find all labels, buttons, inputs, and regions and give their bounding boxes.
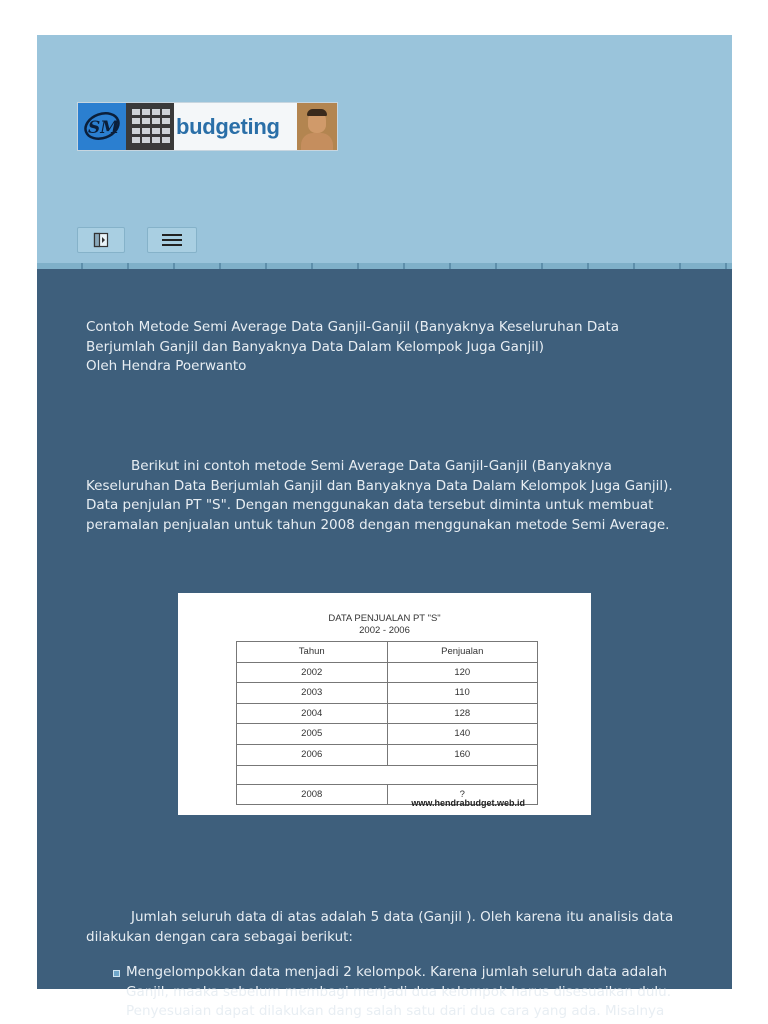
sales-table: [236, 641, 538, 805]
cell-sales: 140: [387, 724, 538, 745]
site-logo[interactable]: [77, 102, 338, 151]
table-subtitle: 2002 - 2006: [359, 625, 410, 636]
calculator-icon: [126, 103, 174, 150]
bullet-square-icon: [113, 970, 120, 977]
table-row: [237, 744, 538, 765]
table-row: [237, 724, 538, 745]
analysis-paragraph: Jumlah seluruh data di atas adalah 5 data (Ganjil ). Oleh karena itu analisis data dilakukan dengan cara sebagai berikut:: [86, 909, 674, 945]
table-row-empty: [237, 765, 538, 784]
table-title: DATA PENJUALAN PT "S": [328, 613, 441, 624]
cell-sales: ?: [387, 784, 538, 805]
article-body: [86, 318, 691, 1020]
table-header-row: [237, 642, 538, 663]
sm-logo-icon: [78, 103, 126, 150]
table-row: [237, 683, 538, 704]
column-header: Tahun: [237, 642, 388, 663]
main-menu-button[interactable]: [147, 227, 197, 253]
expand-panel-icon: [93, 232, 109, 248]
list-item-text: Mengelompokkan data menjadi 2 kelompok. Karena jumlah seluruh data adalah Ganjil, maaka sebelum membagi menjadi dua kelompok harus disesuaikan dulu. Penyesuaian dapat dilakukan dang salah satu dari dua cara yang ada. Misalnya: [126, 964, 672, 1020]
author-line: Oleh Hendra Poerwanto: [86, 358, 247, 375]
logo-text: budgeting: [176, 113, 280, 139]
cell-year: 2003: [237, 683, 388, 704]
cell-year: 2004: [237, 703, 388, 724]
cell-year: 2005: [237, 724, 388, 745]
site-header: [37, 35, 732, 263]
title-line: Berjumlah Ganjil dan Banyaknya Data Dalam Kelompok Juga Ganjil): [86, 338, 544, 355]
cell-year: 2006: [237, 744, 388, 765]
cell-sales: 160: [387, 744, 538, 765]
cell-sales: 120: [387, 662, 538, 683]
article-title: [86, 318, 691, 377]
author-photo: [297, 103, 337, 150]
table-row: [237, 703, 538, 724]
page: [37, 35, 732, 1020]
hamburger-menu-icon: [162, 233, 182, 247]
cell-year: 2008: [237, 784, 388, 805]
table-watermark: www.hendrabudget.web.id: [411, 798, 525, 808]
cell-year: 2002: [237, 662, 388, 683]
header-divider: [37, 263, 732, 269]
cell-sales: 110: [387, 683, 538, 704]
empty-cell: [237, 765, 538, 784]
table-row: [237, 662, 538, 683]
svg-text:SM: SM: [88, 118, 120, 138]
column-header: Penjualan: [387, 642, 538, 663]
intro-paragraph: Berikut ini contoh metode Semi Average Data Ganjil-Ganjil (Banyaknya Keseluruhan Data Berjumlah Ganjil dan Banyaknya Data Dalam Kelompok Juga Ganjil). Data penjulan PT "S". Dengan menggunakan data tersebut diminta untuk membuat peramalan penjualan untuk tahun 2008 dengan menggunakan metode Semi Average.: [86, 458, 673, 533]
sales-table-image: [178, 593, 591, 815]
cell-sales: 128: [387, 703, 538, 724]
expand-sidebar-button[interactable]: [77, 227, 125, 253]
title-line: Contoh Metode Semi Average Data Ganjil-Ganjil (Banyaknya Keseluruhan Data: [86, 319, 620, 335]
list-item: [126, 963, 691, 1022]
